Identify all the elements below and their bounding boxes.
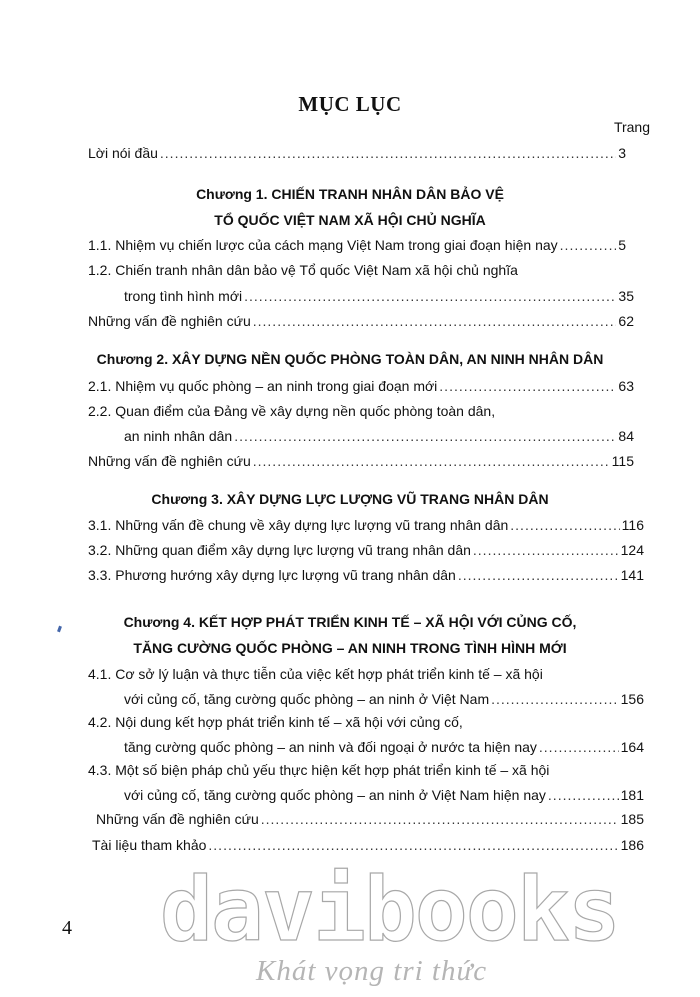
chapter-1-heading-line-2: TỔ QUỐC VIỆT NAM XÃ HỘI CHỦ NGHĨA <box>214 212 486 228</box>
toc-entry-label: 3.1. Những vấn đề chung về xây dựng lực lượng vũ trang nhân dân <box>88 517 509 533</box>
toc-entry-3-1 <box>88 517 644 533</box>
leader-dots <box>473 542 619 558</box>
leader-dots <box>439 378 616 394</box>
leader-dots <box>491 691 619 707</box>
toc-entry-page: 185 <box>620 811 644 827</box>
leader-dots <box>208 837 618 853</box>
leader-dots <box>458 567 619 583</box>
leader-dots <box>253 453 610 469</box>
toc-entry-4-2-line-1: 4.2. Nội dung kết hợp phát triển kinh tế – xã hội với củng cố, <box>88 714 463 730</box>
toc-entry-page: 181 <box>620 787 644 803</box>
chapter-3-heading: Chương 3. XÂY DỰNG LỰC LƯỢNG VŨ TRANG NHÂN DÂN <box>151 491 549 507</box>
toc-entry-4-1-line-1: 4.1. Cơ sở lý luận và thực tiễn của việc kết hợp phát triển kinh tế – xã hội <box>88 666 543 682</box>
toc-entry-references <box>92 837 644 853</box>
toc-title: MỤC LỤC <box>298 92 402 116</box>
toc-entry-4-research <box>96 811 644 827</box>
toc-entry-4-2 <box>124 739 644 755</box>
toc-entry-page: 3 <box>618 145 626 161</box>
watermark-brand: davibooks <box>160 858 619 961</box>
toc-entry-label: với củng cố, tăng cường quốc phòng – an ninh ở Việt Nam hiện nay <box>124 787 546 803</box>
leader-dots <box>160 145 616 161</box>
toc-entry-label: Những vấn đề nghiên cứu <box>96 811 259 827</box>
toc-entry-1-research <box>88 313 634 329</box>
watermark-slogan: Khát vọng tri thức <box>256 955 488 987</box>
toc-entry-label: Lời nói đầu <box>88 145 158 161</box>
toc-entry-label: với củng cố, tăng cường quốc phòng – an ninh ở Việt Nam <box>124 691 490 707</box>
toc-entry-1-2-line-1: 1.2. Chiến tranh nhân dân bảo vệ Tổ quốc Việt Nam xã hội chủ nghĩa <box>88 262 518 278</box>
toc-entry-label: 2.1. Nhiệm vụ quốc phòng – an ninh trong giai đoạn mới <box>88 378 438 394</box>
toc-entry-label: Tài liệu tham khảo <box>92 837 207 853</box>
toc-entry-page: 186 <box>620 837 644 853</box>
toc-entry-page: 5 <box>618 237 626 253</box>
toc-entry-label: 3.2. Những quan điểm xây dựng lực lượng vũ trang nhân dân <box>88 542 471 558</box>
toc-entry-page: 62 <box>618 313 634 329</box>
toc-entry-1-1 <box>88 237 626 253</box>
leader-dots <box>253 313 617 329</box>
toc-entry-label: an ninh nhân dân <box>124 428 233 444</box>
leader-dots <box>548 787 619 803</box>
toc-entry-label: trong tình hình mới <box>124 288 243 304</box>
toc-entry-page: 164 <box>620 739 644 755</box>
toc-entry-2-1 <box>88 378 634 394</box>
leader-dots <box>261 811 619 827</box>
toc-entry-2-2-line-1: 2.2. Quan điểm của Đảng về xây dựng nền quốc phòng toàn dân, <box>88 403 496 419</box>
toc-entry-page: 141 <box>620 567 644 583</box>
chapter-4-heading-line-2: TĂNG CƯỜNG QUỐC PHÒNG – AN NINH TRONG TÌNH HÌNH MỚI <box>133 640 567 656</box>
toc-entry-label: 1.1. Nhiệm vụ chiến lược của cách mạng Việt Nam trong giai đoạn hiện nay <box>88 237 558 253</box>
toc-entry-4-1 <box>124 691 644 707</box>
toc-entry-page: 84 <box>618 428 634 444</box>
toc-entry-page: 63 <box>618 378 634 394</box>
leader-dots <box>234 428 616 444</box>
leader-dots <box>560 237 617 253</box>
toc-entry-4-3-line-1: 4.3. Một số biện pháp chủ yếu thực hiện kết hợp phát triển kinh tế – xã hội <box>88 762 550 778</box>
chapter-4-heading-line-1: Chương 4. KẾT HỢP PHÁT TRIỂN KINH TẾ – XÃ HỘI VỚI CỦNG CỐ, <box>123 614 577 630</box>
leader-dots <box>244 288 616 304</box>
toc-entry-3-2 <box>88 542 644 558</box>
toc-entry-label: tăng cường quốc phòng – an ninh và đối ngoại ở nước ta hiện nay <box>124 739 537 755</box>
page-number: 4 <box>62 917 72 939</box>
toc-entry-page: 156 <box>620 691 644 707</box>
leader-dots <box>539 739 619 755</box>
toc-entry-page: 124 <box>620 542 644 558</box>
toc-entry-intro <box>88 145 626 161</box>
toc-entry-page: 115 <box>611 453 634 469</box>
toc-entry-4-3 <box>124 787 644 803</box>
toc-entry-label: Những vấn đề nghiên cứu <box>88 453 251 469</box>
leader-dots <box>510 517 619 533</box>
page-column-header: Trang <box>613 119 650 135</box>
toc-entry-label: Những vấn đề nghiên cứu <box>88 313 251 329</box>
toc-entry-2-research <box>88 453 634 469</box>
toc-entry-1-2 <box>124 288 634 304</box>
toc-entry-label: 3.3. Phương hướng xây dựng lực lượng vũ trang nhân dân <box>88 567 456 583</box>
toc-entry-page: 35 <box>618 288 634 304</box>
chapter-1-heading-line-1: Chương 1. CHIẾN TRANH NHÂN DÂN BẢO VỆ <box>196 186 504 202</box>
toc-entry-3-3 <box>88 567 644 583</box>
toc-entry-2-2 <box>124 428 634 444</box>
toc-entry-page: 116 <box>621 517 644 533</box>
chapter-2-heading: Chương 2. XÂY DỰNG NỀN QUỐC PHÒNG TOÀN DÂN, AN NINH NHÂN DÂN <box>96 351 604 367</box>
